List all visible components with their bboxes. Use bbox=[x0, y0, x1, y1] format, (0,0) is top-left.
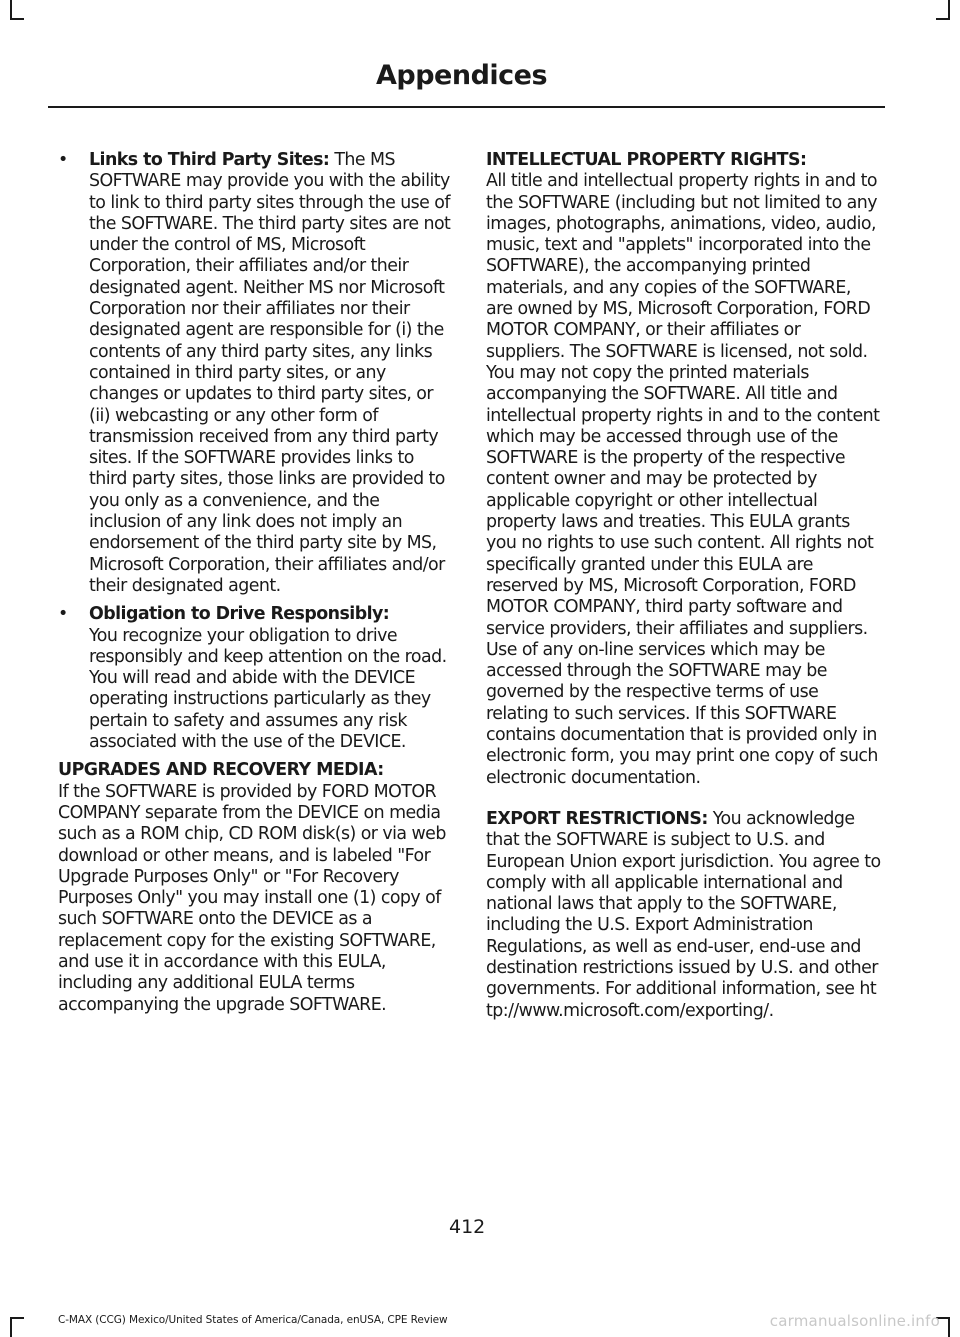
bullet-text: The MS SOFTWARE may provide you with the ability to link to third party sites through the use of the SOFTWARE. The third party sites are not under the control of MS, Microsoft Corporation, their affiliates and/or their designated agent. Neither MS nor Microsoft Corporation nor their affiliates nor their designated agent are responsible for (i) the contents of any third party sites, any links contained in third party sites, or any changes or updates to third party sites, or (ii) webcasting or any other form of transmission received from any third party sites. If the SOFTWARE provides links to third party sites, those links are provided to you only as a convenience, and the inclusion of any link does not imply an endorsement of the third party site by MS, Microsoft Corporation, their affiliates and/or their designated agent. bbox=[89, 150, 451, 596]
left-column bbox=[58, 150, 452, 1036]
export-info-link[interactable]: http://www.microsoft.com/exporting/. bbox=[486, 979, 877, 1021]
bullet-text: You recognize your obligation to drive responsibly and keep attention on the road. You will read and abide with the DEVICE operating instructions particularly as they pertain to safety and assumes any risk associated with the use of the DEVICE. bbox=[89, 625, 447, 753]
bullet-item bbox=[58, 604, 452, 753]
page-title: Appendices bbox=[376, 60, 548, 91]
page-number: 412 bbox=[449, 1216, 486, 1238]
bullet-heading: Links to Third Party Sites: bbox=[89, 150, 330, 170]
section-text: All title and intellectual property rights in and to the SOFTWARE (including but not limited to any images, photographs, animations, video, audio, music, text and "applets" incorporated into the SOFTWARE), the accompanying printed materials, and any copies of the SOFTWARE, are owned by MS, Microsoft Corporation, FORD MOTOR COMPANY, or their affiliates or suppliers. The SOFTWARE is licensed, not sold. You may not copy the printed materials accompanying the SOFTWARE. All title and intellectual property rights in and to the content which may be accessed through use of the SOFTWARE is the property of the respective content owner and may be protected by applicable copyright or other intellectual property laws and treaties. This EULA grants you no rights to use such content. All rights not specifically granted under this EULA are reserved by MS, Microsoft Corporation, FORD MOTOR COMPANY, third party software and service providers, their affiliates and suppliers. Use of any on-line services which may be accessed through the SOFTWARE may be governed by the respective terms of use relating to such services. If this SOFTWARE contains documentation that is provided only in electronic form, you may print one copy of such electronic documentation. bbox=[486, 171, 880, 788]
crop-mark bbox=[10, 1317, 24, 1319]
crop-mark bbox=[10, 1319, 12, 1337]
right-column bbox=[486, 150, 882, 1042]
bullet-item bbox=[58, 150, 452, 597]
bullet-icon: • bbox=[58, 604, 68, 625]
section-heading: INTELLECTUAL PROPERTY RIGHTS: bbox=[486, 150, 807, 170]
section-export-restrictions bbox=[486, 809, 882, 1022]
bullet-heading: Obligation to Drive Responsibly: bbox=[89, 604, 390, 625]
section-text: If the SOFTWARE is provided by FORD MOTOR COMPANY separate from the DEVICE on media such as a ROM chip, CD ROM disk(s) or via web download or other means, and is labeled "For Upgrade Purposes Only" or "For Recovery Purposes Only" you may install one (1) copy of such SOFTWARE onto the DEVICE as a replacement copy for the existing SOFTWARE, and use it in accordance with this EULA, including any additional EULA terms accompanying the upgrade SOFTWARE. bbox=[58, 781, 446, 1015]
section-text: You acknowledge that the SOFTWARE is subject to U.S. and European Union export jurisdiction. You agree to comply with all applicable international and national laws that apply to the SOFTWARE, including the U.S. Export Administration Regulations, as well as end-user, end-use and destination restrictions issued by U.S. and other governments. For additional information, see bbox=[486, 808, 881, 1000]
crop-mark bbox=[948, 1319, 950, 1337]
section-upgrades bbox=[58, 760, 452, 1016]
section-heading: UPGRADES AND RECOVERY MEDIA: bbox=[58, 760, 384, 781]
crop-mark bbox=[10, 18, 24, 20]
bullet-icon: • bbox=[58, 150, 68, 170]
footer-text: C-MAX (CCG) Mexico/United States of America/Canada, enUSA, CPE Review bbox=[58, 1314, 448, 1326]
section-intellectual-property bbox=[486, 150, 882, 789]
crop-mark bbox=[10, 0, 12, 18]
section-heading: EXPORT RESTRICTIONS: bbox=[486, 808, 708, 829]
crop-mark bbox=[936, 18, 950, 20]
watermark: carmanualsonline.info bbox=[769, 1312, 940, 1330]
crop-mark bbox=[948, 0, 950, 18]
header-divider bbox=[48, 106, 885, 108]
